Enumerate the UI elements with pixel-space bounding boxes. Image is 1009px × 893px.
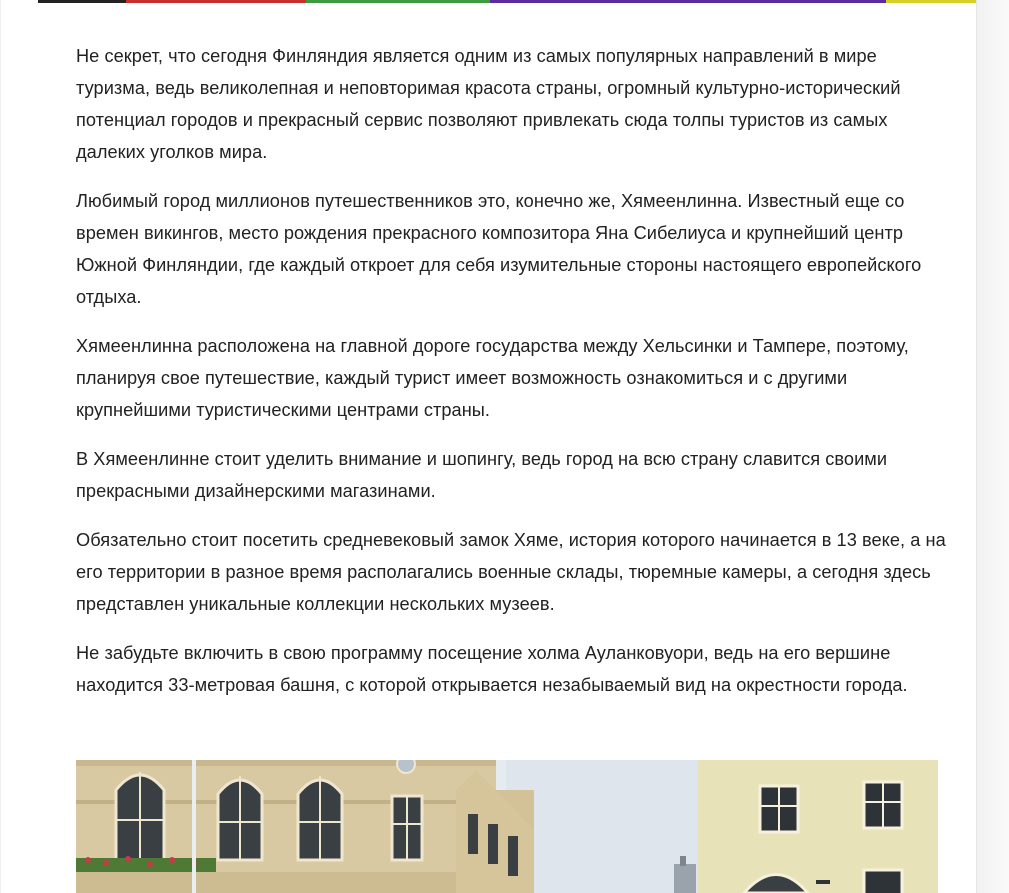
article-paragraph: В Хямеенлинне стоит уделить внимание и шопингу, ведь город на всю страну славится своими прекрасными дизайнерскими магазинами.	[76, 449, 888, 501]
article-paragraph: Не забудьте включить в свою программу посещение холма Ауланковуори, ведь на его вершине находится 33-метровая башня, с которой открывается незабываемый вид на окрестности города.	[76, 643, 908, 695]
strip-segment-purple	[490, 0, 886, 3]
article-paragraph: Хямеенлинна расположена на главной дороге государства между Хельсинки и Тампере, поэтому, планируя свое путешествие, каждый турист имеет возможность ознакомиться и с другими крупнейшими туристическими центрами страны.	[76, 336, 909, 420]
strip-segment-dark	[38, 0, 126, 3]
city-buildings-photo	[76, 760, 938, 893]
strip-segment-green	[306, 0, 490, 3]
article-paragraph: Не секрет, что сегодня Финляндия является одним из самых популярных направлений в мире туризма, ведь великолепная и неповторимая красота страны, огромный культурно-исторический потенциал городов и прекрасный сервис позволяют привлекать сюда толпы туристов из самых далеких уголков мира.	[76, 46, 901, 162]
article-paragraph: Любимый город миллионов путешественников это, конечно же, Хямеенлинна. Известный еще со времен викингов, место рождения прекрасного композитора Яна Сибелиуса и крупнейший центр Южной Финляндии, где каждый откроет для себя изумительные стороны настоящего европейского отдыха.	[76, 191, 922, 307]
page-right-gutter	[976, 0, 1009, 893]
strip-segment-yellow	[886, 0, 976, 3]
color-strip	[38, 0, 976, 3]
strip-segment-red	[126, 0, 306, 3]
page-left-edge	[0, 0, 1, 893]
article-photo	[76, 760, 938, 893]
article-paragraph: Обязательно стоит посетить средневековый замок Хяме, история которого начинается в 13 веке, а на его территории в разное время располагались военные склады, тюремные камеры, а сегодня здесь представлен уникальные коллекции нескольких музеев.	[76, 530, 946, 614]
article-body	[76, 40, 946, 718]
